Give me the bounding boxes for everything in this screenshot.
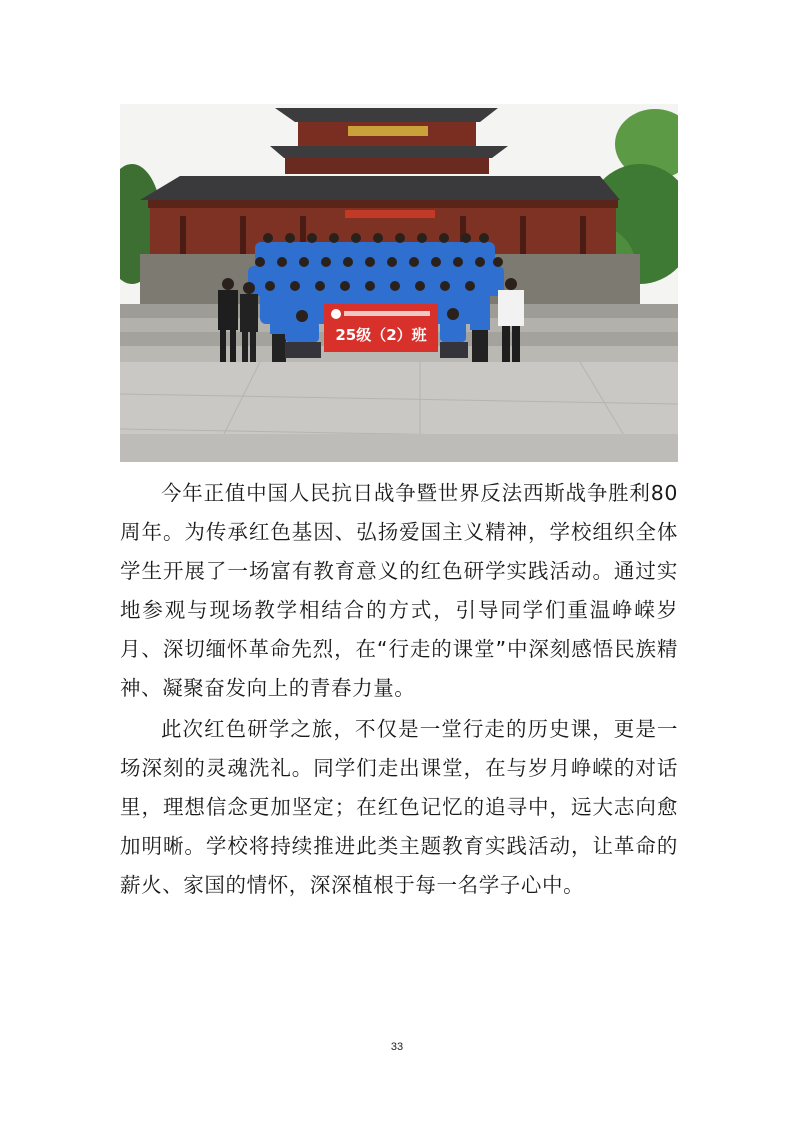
article-body — [120, 474, 678, 905]
class-banner — [324, 304, 438, 352]
paragraph-intro: 今年正值中国人民抗日战争暨世界反法西斯战争胜利80周年。为传承红色基因、弘扬爱国主义精神，学校组织全体学生开展了一场富有教育意义的红色研学实践活动。通过实地参观与现场教学相结合的方式，引导同学们重温峥嵘岁月、深切缅怀革命先烈，在“行走的课堂”中深刻感悟民族精神、凝聚奋发向上的青春力量。 — [120, 481, 678, 700]
paragraph-conclusion: 此次红色研学之旅，不仅是一堂行走的历史课，更是一场深刻的灵魂洗礼。同学们走出课堂，在与岁月峥嵘的对话里，理想信念更加坚定；在红色记忆的追寻中，远大志向愈加明晰。学校将持续推进此类主题教育实践活动，让革命的薪火、家国的情怀，深深植根于每一名学子心中。 — [120, 717, 678, 897]
plaza-ground — [120, 362, 678, 462]
banner-label: 25级（2）班 — [335, 326, 427, 344]
page-number: 33 — [390, 1041, 404, 1053]
group-photo — [120, 104, 678, 462]
